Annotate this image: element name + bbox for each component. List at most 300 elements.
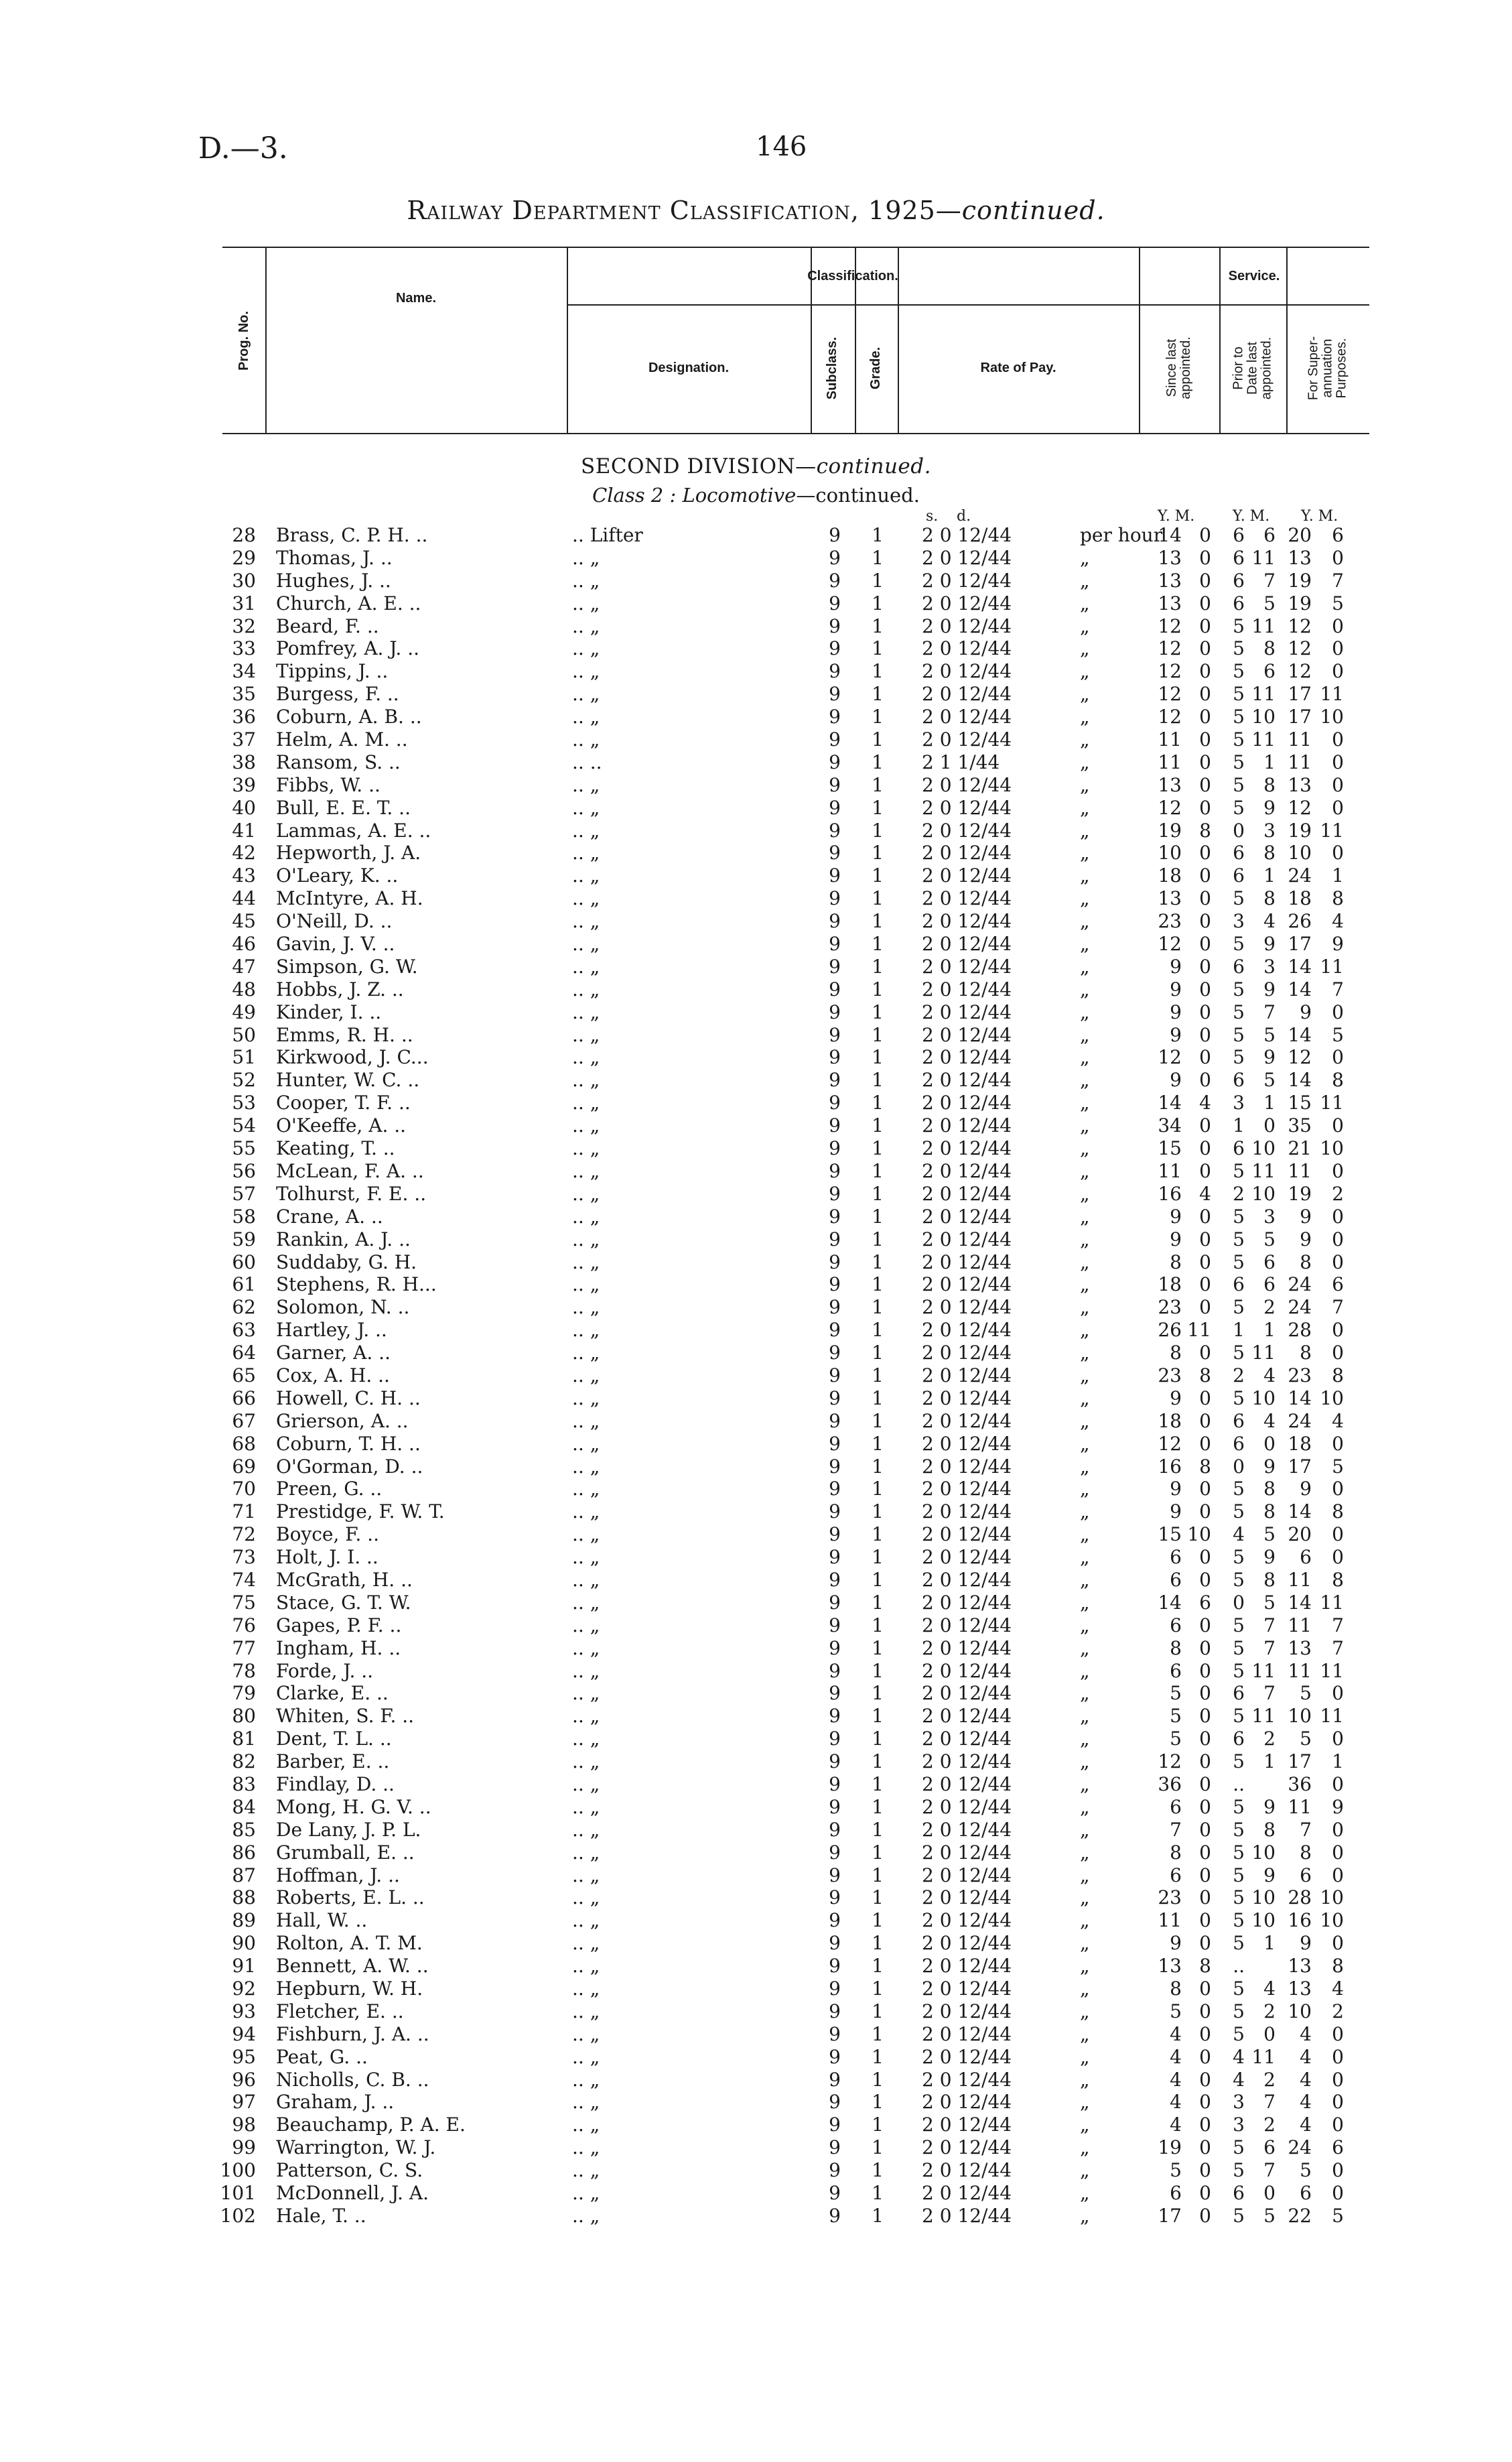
cell-y3: 17	[1288, 706, 1312, 728]
cell-y2: 6	[1233, 592, 1245, 614]
cell-rate2: „	[1080, 1069, 1090, 1092]
cell-name: Hunter, W. C. ..	[276, 1069, 420, 1092]
cell-rate2: „	[1080, 1000, 1090, 1023]
table-row	[0, 956, 1512, 978]
table-row	[0, 2091, 1512, 2114]
cell-rate2: „	[1080, 1591, 1090, 1614]
cell-y3: 24	[1288, 864, 1312, 887]
cell-sub: 9	[829, 1546, 841, 1569]
cell-y3: 10	[1288, 2000, 1312, 2022]
cell-grade: 1	[872, 796, 884, 819]
table-row	[0, 1886, 1512, 1909]
cell-grade: 1	[872, 887, 884, 910]
cell-y3: 19	[1288, 592, 1312, 614]
cell-m3: 0	[1332, 1228, 1344, 1250]
cell-desig: .. „	[572, 864, 600, 887]
table-row	[0, 547, 1512, 570]
cell-no: 76	[232, 1614, 256, 1636]
cell-m1: 0	[1199, 1046, 1211, 1069]
cell-m3: 11	[1320, 955, 1344, 978]
cell-y3: 28	[1288, 1886, 1312, 1909]
cell-y1: 7	[1170, 1818, 1182, 1841]
cell-m1: 0	[1199, 796, 1211, 819]
cell-sub: 9	[829, 1728, 841, 1750]
cell-rate: 2 0 12/44	[922, 933, 1012, 956]
cell-rate: 2 0 12/44	[922, 2204, 1012, 2227]
cell-sub: 9	[829, 842, 841, 864]
cell-m3: 7	[1332, 1636, 1344, 1659]
cell-y2: 6	[1233, 546, 1245, 569]
cell-m1: 0	[1199, 842, 1211, 864]
cell-m3: 0	[1332, 1432, 1344, 1455]
cell-y3: 35	[1288, 1114, 1312, 1137]
cell-rate: 2 0 12/44	[922, 2045, 1012, 2068]
cell-desig: .. „	[572, 2000, 600, 2022]
cell-m1: 0	[1199, 1978, 1211, 2000]
cell-sub: 9	[829, 1682, 841, 1705]
cell-y2: 5	[1233, 1659, 1245, 1682]
cell-sub: 9	[829, 796, 841, 819]
cell-y1: 13	[1158, 569, 1182, 592]
cell-name: Ransom, S. ..	[276, 751, 401, 773]
cell-m2: 10	[1251, 1386, 1276, 1409]
cell-m3: 8	[1332, 887, 1344, 910]
cell-y2: 5	[1233, 2159, 1245, 2182]
cell-no: 39	[232, 773, 256, 796]
cell-y2: 6	[1233, 1728, 1245, 1750]
cell-name: Rolton, A. T. M.	[276, 1932, 423, 1955]
cell-sub: 9	[829, 1772, 841, 1795]
table-row	[0, 1069, 1512, 1092]
cell-m1: 0	[1199, 1432, 1211, 1455]
cell-y2: 5	[1233, 614, 1245, 637]
cell-no: 66	[232, 1386, 256, 1409]
cell-y2: 5	[1233, 1546, 1245, 1569]
table-row	[0, 933, 1512, 956]
cell-y2: 5	[1233, 637, 1245, 660]
cell-y3: 6	[1300, 1546, 1312, 1569]
cell-rate2: „	[1080, 1818, 1090, 1841]
cell-name: De Lany, J. P. L.	[276, 1818, 421, 1841]
cell-sub: 9	[829, 1023, 841, 1046]
cell-m2: 10	[1251, 1886, 1276, 1909]
cell-sub: 9	[829, 1137, 841, 1160]
cell-y2: 6	[1233, 524, 1245, 546]
cell-name: Findlay, D. ..	[276, 1772, 395, 1795]
cell-m1: 0	[1199, 1342, 1211, 1364]
cell-y3: 19	[1288, 569, 1312, 592]
cell-desig: .. „	[572, 1772, 600, 1795]
cell-no: 79	[232, 1682, 256, 1705]
cell-rate2: „	[1080, 751, 1090, 773]
table-row	[0, 1387, 1512, 1410]
cell-y3: 13	[1288, 773, 1312, 796]
cell-m3: 0	[1332, 1478, 1344, 1500]
cell-rate: 2 0 12/44	[922, 1659, 1012, 1682]
cell-grade: 1	[872, 1228, 884, 1250]
cell-desig: .. Lifter	[572, 524, 643, 546]
cell-desig: .. „	[572, 1069, 600, 1092]
cell-rate: 2 0 12/44	[922, 683, 1012, 706]
cell-m2: 5	[1263, 592, 1276, 614]
cell-rate2: „	[1080, 1523, 1090, 1546]
cell-rate2: „	[1080, 955, 1090, 978]
cell-rate: 2 0 12/44	[922, 1069, 1012, 1092]
cell-sub: 9	[829, 2182, 841, 2205]
cell-desig: .. „	[572, 1500, 600, 1523]
cell-desig: .. „	[572, 955, 600, 978]
cell-desig: .. „	[572, 1546, 600, 1569]
cell-no: 36	[232, 706, 256, 728]
cell-no: 84	[232, 1795, 256, 1818]
cell-grade: 1	[872, 1909, 884, 1932]
cell-rate2: „	[1080, 1772, 1090, 1795]
cell-m3: 0	[1332, 2114, 1344, 2136]
cell-y1: 19	[1158, 819, 1182, 842]
cell-y2: 5	[1233, 1386, 1245, 1409]
cell-name: Ingham, H. ..	[276, 1636, 401, 1659]
cell-y2: 5	[1233, 796, 1245, 819]
cell-y1: 36	[1158, 1772, 1182, 1795]
cell-y2: 5	[1233, 1568, 1245, 1591]
cell-sub: 9	[829, 1046, 841, 1069]
cell-m1: 8	[1199, 1455, 1211, 1478]
cell-y3: 26	[1288, 910, 1312, 933]
cell-y2: 5	[1233, 1228, 1245, 1250]
cell-y1: 12	[1158, 660, 1182, 683]
cell-m3: 5	[1332, 1455, 1344, 1478]
cell-m3: 11	[1320, 683, 1344, 706]
table-row	[0, 910, 1512, 933]
cell-m1: 0	[1199, 887, 1211, 910]
cell-rate2: „	[1080, 1955, 1090, 1978]
cell-desig: .. „	[572, 2022, 600, 2045]
cell-grade: 1	[872, 1523, 884, 1546]
cell-rate2: „	[1080, 2091, 1090, 2114]
cell-grade: 1	[872, 1455, 884, 1478]
cell-y1: 13	[1158, 887, 1182, 910]
cell-no: 97	[232, 2091, 256, 2114]
cell-y2: 5	[1233, 706, 1245, 728]
cell-y2: 5	[1233, 1978, 1245, 2000]
cell-y1: 6	[1170, 1568, 1182, 1591]
cell-y1: 13	[1158, 592, 1182, 614]
cell-m1: 0	[1199, 1296, 1211, 1319]
cell-rate: 2 0 12/44	[922, 1728, 1012, 1750]
cell-m1: 0	[1199, 1932, 1211, 1955]
cell-m3: 0	[1332, 1250, 1344, 1273]
cell-name: Holt, J. I. ..	[276, 1546, 379, 1569]
cell-rate2: „	[1080, 1273, 1090, 1296]
cell-y3: 8	[1300, 1841, 1312, 1864]
cell-m2: 4	[1263, 1364, 1276, 1386]
cell-m1: 0	[1199, 592, 1211, 614]
cell-desig: .. „	[572, 1364, 600, 1386]
cell-rate2: „	[1080, 819, 1090, 842]
cell-sub: 9	[829, 524, 841, 546]
cell-rate2: „	[1080, 2114, 1090, 2136]
cell-y2: 5	[1233, 1478, 1245, 1500]
table-row	[0, 774, 1512, 797]
cell-name: Rankin, A. J. ..	[276, 1228, 411, 1250]
cell-y3: 24	[1288, 1273, 1312, 1296]
cell-no: 58	[232, 1205, 256, 1228]
cell-desig: .. „	[572, 1886, 600, 1909]
cell-no: 44	[232, 887, 256, 910]
cell-m2: 1	[1263, 864, 1276, 887]
cell-y2: ..	[1233, 1772, 1245, 1795]
cell-no: 73	[232, 1546, 256, 1569]
cell-m2: 1	[1263, 1319, 1276, 1342]
cell-no: 46	[232, 933, 256, 956]
cell-no: 42	[232, 842, 256, 864]
cell-rate2: „	[1080, 1864, 1090, 1886]
cell-name: Helm, A. M. ..	[276, 728, 408, 751]
cell-sub: 9	[829, 1636, 841, 1659]
cell-desig: .. „	[572, 2114, 600, 2136]
cell-y3: 21	[1288, 1137, 1312, 1160]
cell-y3: 12	[1288, 614, 1312, 637]
cell-sub: 9	[829, 1909, 841, 1932]
cell-y3: 4	[1300, 2022, 1312, 2045]
cell-rate2: „	[1080, 1432, 1090, 1455]
cell-y3: 20	[1288, 1523, 1312, 1546]
cell-rate: 2 0 12/44	[922, 1000, 1012, 1023]
cell-m1: 0	[1199, 706, 1211, 728]
cell-no: 82	[232, 1750, 256, 1773]
cell-y3: 22	[1288, 2204, 1312, 2227]
cell-y2: 5	[1233, 1795, 1245, 1818]
cell-no: 32	[232, 614, 256, 637]
cell-grade: 1	[872, 955, 884, 978]
cell-rate: 2 0 12/44	[922, 796, 1012, 819]
cell-y2: 0	[1233, 819, 1245, 842]
header-service: Service.	[1228, 268, 1280, 283]
table-row	[0, 706, 1512, 728]
header-name: Name.	[395, 290, 437, 306]
cell-no: 69	[232, 1455, 256, 1478]
cell-rate2: „	[1080, 1795, 1090, 1818]
cell-y3: 19	[1288, 819, 1312, 842]
cell-y2: 6	[1233, 569, 1245, 592]
cell-y2: 3	[1233, 1092, 1245, 1114]
cell-sub: 9	[829, 683, 841, 706]
cell-no: 72	[232, 1523, 256, 1546]
cell-no: 86	[232, 1841, 256, 1864]
cell-rate2: „	[1080, 1228, 1090, 1250]
cell-no: 67	[232, 1409, 256, 1432]
cell-m1: 0	[1199, 1659, 1211, 1682]
cell-rate: 2 0 12/44	[922, 728, 1012, 751]
table-row	[0, 1705, 1512, 1728]
cell-grade: 1	[872, 1932, 884, 1955]
cell-rate: 2 0 12/44	[922, 1886, 1012, 1909]
cell-y1: 11	[1158, 1159, 1182, 1182]
cell-no: 29	[232, 546, 256, 569]
cell-m2: 9	[1263, 1795, 1276, 1818]
cell-rate: 2 0 12/44	[922, 1137, 1012, 1160]
cell-y2: 3	[1233, 910, 1245, 933]
cell-no: 93	[232, 2000, 256, 2022]
table-row	[0, 1024, 1512, 1047]
cell-m2: 10	[1251, 1137, 1276, 1160]
cell-grade: 1	[872, 1114, 884, 1137]
cell-desig: .. „	[572, 1342, 600, 1364]
cell-m2: 2	[1263, 2000, 1276, 2022]
cell-no: 74	[232, 1568, 256, 1591]
cell-m1: 0	[1199, 2136, 1211, 2159]
cell-rate: 2 0 12/44	[922, 887, 1012, 910]
cell-m3: 7	[1332, 1614, 1344, 1636]
cell-name: Howell, C. H. ..	[276, 1386, 421, 1409]
cell-rate2: „	[1080, 842, 1090, 864]
cell-y1: 14	[1158, 1092, 1182, 1114]
cell-m2: 7	[1263, 2091, 1276, 2114]
cell-desig: .. „	[572, 842, 600, 864]
cell-y1: 14	[1158, 1591, 1182, 1614]
table-row	[0, 2000, 1512, 2023]
cell-rate2: „	[1080, 1886, 1090, 1909]
cell-m1: 8	[1199, 1364, 1211, 1386]
cell-desig: .. „	[572, 1319, 600, 1342]
cell-y1: 14	[1158, 524, 1182, 546]
cell-desig: .. „	[572, 819, 600, 842]
cell-rate: 2 0 12/44	[922, 2068, 1012, 2091]
cell-sub: 9	[829, 1978, 841, 2000]
cell-m1: 0	[1199, 2068, 1211, 2091]
cell-m3: 1	[1332, 864, 1344, 887]
cell-name: McDonnell, J. A.	[276, 2182, 429, 2205]
cell-m3: 9	[1332, 933, 1344, 956]
cell-m1: 0	[1199, 1500, 1211, 1523]
cell-desig: .. „	[572, 1250, 600, 1273]
cell-rate: 2 0 12/44	[922, 1818, 1012, 1841]
table-row	[0, 637, 1512, 660]
table-row	[0, 2114, 1512, 2136]
cell-y1: 16	[1158, 1182, 1182, 1205]
cell-y2: 6	[1233, 1682, 1245, 1705]
cell-sub: 9	[829, 1069, 841, 1092]
cell-grade: 1	[872, 2159, 884, 2182]
cell-no: 77	[232, 1636, 256, 1659]
cell-m1: 0	[1199, 1159, 1211, 1182]
cell-y3: 9	[1300, 1000, 1312, 1023]
cell-m2: 6	[1263, 2136, 1276, 2159]
cell-m2: 9	[1263, 796, 1276, 819]
cell-m2: 5	[1263, 1023, 1276, 1046]
table-row	[0, 1273, 1512, 1296]
cell-sub: 9	[829, 2136, 841, 2159]
cell-grade: 1	[872, 1705, 884, 1728]
cell-grade: 1	[872, 1886, 884, 1909]
cell-desig: .. „	[572, 1205, 600, 1228]
cell-m3: 0	[1332, 614, 1344, 637]
cell-m2: 10	[1251, 706, 1276, 728]
cell-m3: 9	[1332, 1795, 1344, 1818]
cell-m1: 11	[1187, 1319, 1211, 1342]
cell-rate2: „	[1080, 1023, 1090, 1046]
cell-desig: .. „	[572, 2045, 600, 2068]
cell-m3: 4	[1332, 1409, 1344, 1432]
cell-desig: .. „	[572, 1841, 600, 1864]
cell-y3: 14	[1288, 955, 1312, 978]
cell-rate2: „	[1080, 1296, 1090, 1319]
cell-rate2: „	[1080, 1046, 1090, 1069]
cell-grade: 1	[872, 864, 884, 887]
table-row	[0, 1228, 1512, 1251]
cell-m2: 3	[1263, 955, 1276, 978]
cell-y2: 6	[1233, 842, 1245, 864]
cell-m3: 0	[1332, 1932, 1344, 1955]
cell-m2: 4	[1263, 1978, 1276, 2000]
cell-m1: 0	[1199, 1614, 1211, 1636]
cell-m3: 4	[1332, 910, 1344, 933]
cell-rate2: „	[1080, 2182, 1090, 2205]
cell-y3: 17	[1288, 1750, 1312, 1773]
cell-name: Hughes, J. ..	[276, 569, 391, 592]
table-row	[0, 1001, 1512, 1024]
cell-m1: 0	[1199, 1750, 1211, 1773]
cell-m2: 7	[1263, 2159, 1276, 2182]
cell-grade: 1	[872, 1500, 884, 1523]
cell-m1: 0	[1199, 2182, 1211, 2205]
cell-y3: 9	[1300, 1478, 1312, 1500]
cell-no: 37	[232, 728, 256, 751]
cell-no: 50	[232, 1023, 256, 1046]
cell-rate: 2 0 12/44	[922, 842, 1012, 864]
cell-y2: 3	[1233, 2114, 1245, 2136]
cell-y1: 9	[1170, 1932, 1182, 1955]
cell-grade: 1	[872, 1182, 884, 1205]
cell-rate: 2 0 12/44	[922, 1568, 1012, 1591]
cell-m2: 0	[1263, 2022, 1276, 2045]
cell-rate2: „	[1080, 773, 1090, 796]
cell-y3: 7	[1300, 1818, 1312, 1841]
cell-m2: 5	[1263, 1523, 1276, 1546]
cell-y1: 4	[1170, 2045, 1182, 2068]
cell-sub: 9	[829, 1114, 841, 1137]
cell-rate2: „	[1080, 2068, 1090, 2091]
cell-desig: .. „	[572, 1795, 600, 1818]
cell-rate: 2 0 12/44	[922, 1614, 1012, 1636]
cell-y1: 19	[1158, 2136, 1182, 2159]
cell-desig: .. „	[572, 1728, 600, 1750]
cell-grade: 1	[872, 728, 884, 751]
cell-m1: 0	[1199, 1000, 1211, 1023]
cell-m2: 6	[1263, 524, 1276, 546]
cell-sub: 9	[829, 1092, 841, 1114]
cell-no: 71	[232, 1500, 256, 1523]
cell-m1: 0	[1199, 2000, 1211, 2022]
cell-rate: 2 0 12/44	[922, 2000, 1012, 2022]
cell-no: 62	[232, 1296, 256, 1319]
cell-m2: 2	[1263, 2068, 1276, 2091]
cell-desig: .. „	[572, 1432, 600, 1455]
cell-grade: 1	[872, 2000, 884, 2022]
cell-no: 102	[220, 2204, 256, 2227]
cell-name: Hepworth, J. A.	[276, 842, 421, 864]
cell-rate2: „	[1080, 1137, 1090, 1160]
cell-rate: 2 0 12/44	[922, 1205, 1012, 1228]
cell-rate2: „	[1080, 796, 1090, 819]
cell-desig: .. „	[572, 887, 600, 910]
cell-m1: 0	[1199, 1795, 1211, 1818]
cell-rate: 2 0 12/44	[922, 1864, 1012, 1886]
cell-y2: 5	[1233, 1705, 1245, 1728]
cell-m2: 9	[1263, 978, 1276, 1000]
cell-rate: 2 0 12/44	[922, 1159, 1012, 1182]
cell-m2: 9	[1263, 1455, 1276, 1478]
